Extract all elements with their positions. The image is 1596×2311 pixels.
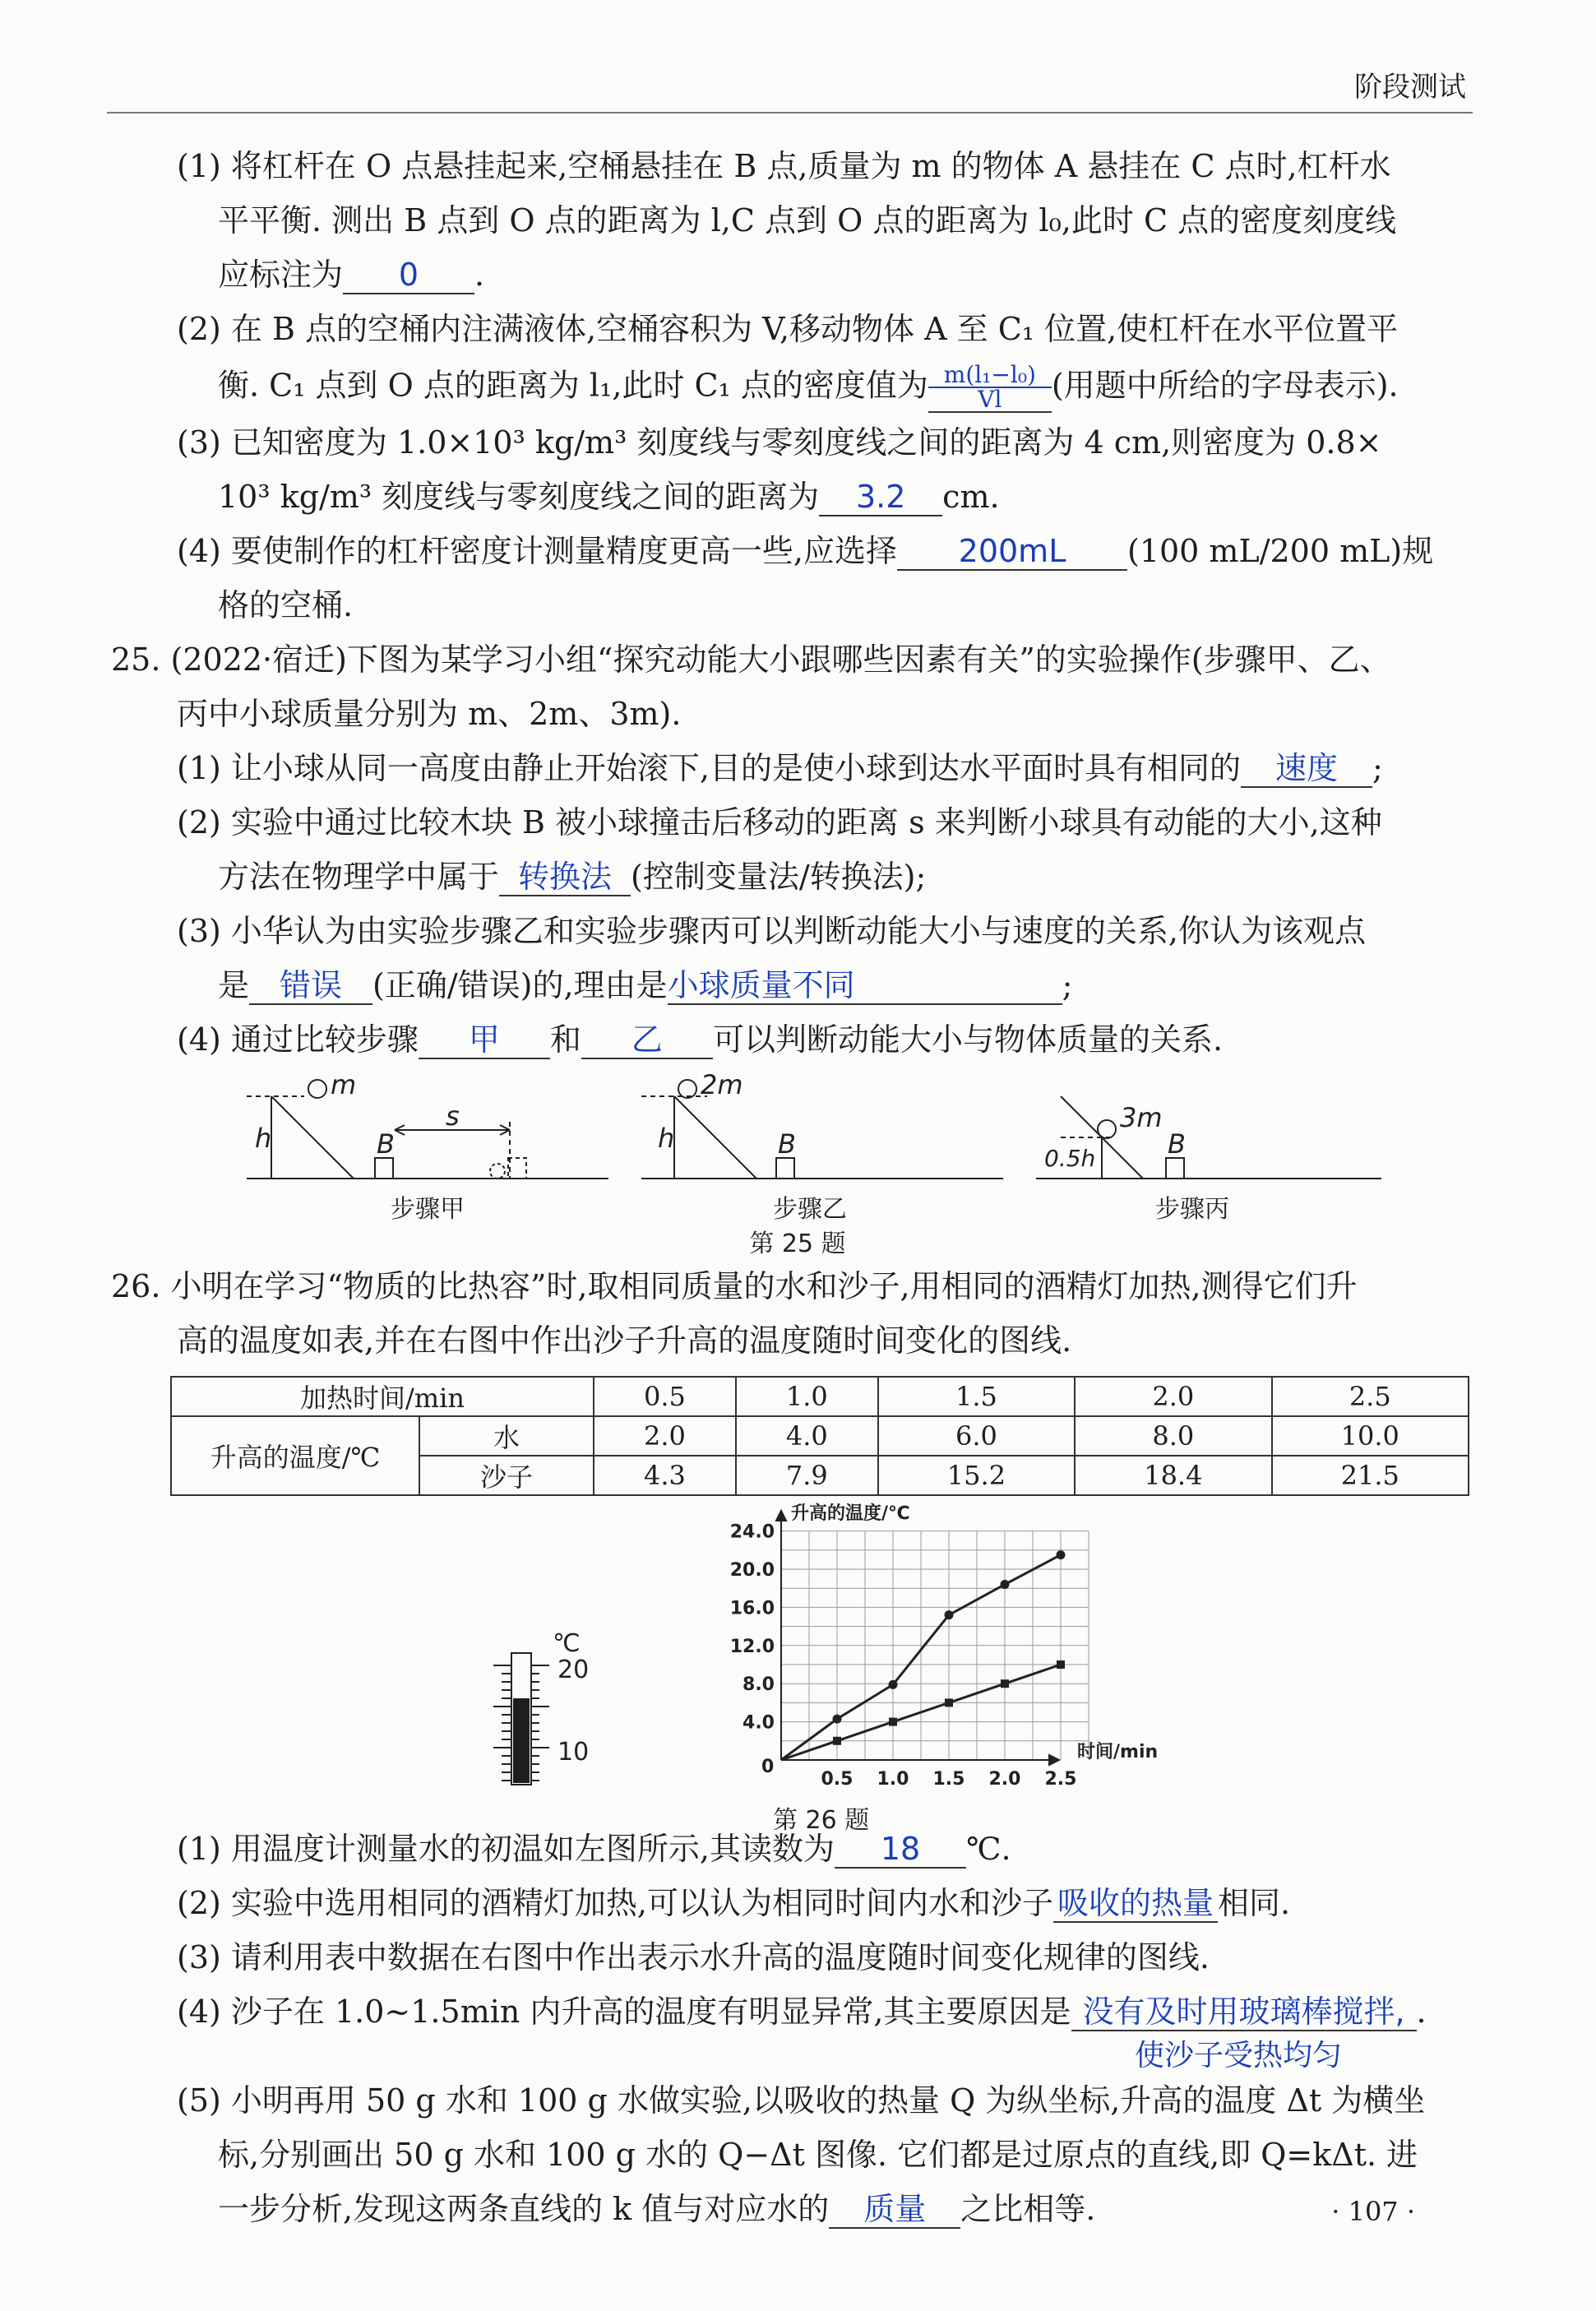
table-cell: 6.0	[878, 1416, 1075, 1456]
q26-stem-line1: 26. 小明在学习“物质的比热容”时,取相同质量的水和沙子,用相同的酒精灯加热,测得它们升	[111, 1268, 1358, 1304]
q24-part1-line2: 平平衡. 测出 B 点到 O 点的距离为 l,C 点到 O 点的距离为 l₀,此时 C 点的密度刻度线	[218, 202, 1397, 239]
table-cell: 2.0	[594, 1416, 736, 1456]
step2-caption: 步骤乙	[773, 1195, 847, 1224]
step1-caption: 步骤甲	[391, 1195, 465, 1224]
y-axis-arrow	[776, 1511, 786, 1521]
q25-part3-line1: (3) 小华认为由实验步骤乙和实验步骤丙可以判断动能大小与速度的关系,你认为该观点	[177, 913, 1366, 949]
q26-part4-answer-continued: 使沙子受热均匀	[1135, 2039, 1343, 2072]
step2-block-label: B	[778, 1128, 796, 1160]
x-tick-label: 2.0	[988, 1769, 1021, 1790]
data-point	[1057, 1550, 1066, 1559]
step3-height-label: 0.5h	[1044, 1145, 1096, 1172]
step3-block-label: B	[1168, 1128, 1186, 1160]
y-tick-label: 8.0	[742, 1674, 775, 1696]
table-cell: 0.5	[594, 1377, 736, 1416]
table-cell: 18.4	[1075, 1456, 1271, 1495]
q25-part2-line1: (2) 实验中通过比较木块 B 被小球撞击后移动的距离 s 来判断小球具有动能的大小,这种	[177, 804, 1382, 841]
q24-part3-line1: (3) 已知密度为 1.0×10³ kg/m³ 刻度线与零刻度线之间的距离为 4 cm,则密度为 0.8×	[177, 424, 1382, 461]
q25-figure	[230, 1069, 1381, 1258]
q25-part3-answer2: 小球质量不同	[668, 967, 1062, 1005]
step2-block-b	[776, 1158, 794, 1179]
data-point	[945, 1610, 954, 1619]
header-rule	[107, 112, 1473, 113]
sand-label: 沙子	[419, 1456, 594, 1495]
q24-part1-line1: (1) 将杠杆在 O 点悬挂起来,空桶悬挂在 B 点,质量为 m 的物体 A 悬挂在 C 点时,杠杆水	[177, 148, 1391, 184]
q24-part4-line2: 格的空桶.	[218, 587, 354, 623]
q25-stem-line1: 25. (2022·宿迁)下图为某学习小组“探究动能大小跟哪些因素有关”的实验操作(步骤甲、乙、	[111, 641, 1391, 678]
water-label: 水	[419, 1416, 594, 1456]
y-tick-label: 20.0	[729, 1560, 775, 1581]
x-tick-label: 1.5	[932, 1769, 965, 1790]
q26-part2: (2) 实验中选用相同的酒精灯加热,可以认为相同时间内水和沙子 吸收的热量 相同.	[177, 1885, 1291, 1921]
q26-part2-answer: 吸收的热量	[1053, 1885, 1218, 1923]
table-cell: 21.5	[1272, 1456, 1469, 1495]
step2-height-label: h	[658, 1123, 675, 1154]
q24-part1-line3: 应标注为 0 .	[218, 257, 485, 293]
step1-ramp	[271, 1096, 354, 1179]
q25-part1-answer: 速度	[1241, 750, 1372, 788]
q26-part4: (4) 沙子在 1.0~1.5min 内升高的温度有明显异常,其主要原因是 没有及时用玻璃棒搅拌, .	[177, 1994, 1427, 2030]
thermometer-liquid	[513, 1698, 530, 1783]
thermometer-unit: ℃	[553, 1629, 581, 1658]
q25-part3-answer1: 错误	[249, 967, 372, 1005]
q25-stem-line2: 丙中小球质量分别为 m、2m、3m).	[177, 696, 682, 732]
fraction-numerator: m(l₁−l₀)	[928, 364, 1052, 388]
table-cell: 4.3	[594, 1456, 736, 1495]
data-point	[889, 1718, 897, 1726]
q26-part5-line3: 一步分析,发现这两条直线的 k 值与对应水的 质量 之比相等.	[218, 2191, 1096, 2227]
q24-part4-answer: 200mL	[897, 533, 1127, 571]
x-axis-label: 时间/min	[1077, 1742, 1159, 1762]
q24-part2-answer-fraction	[928, 361, 1052, 413]
section-title: 阶段测试	[1354, 71, 1466, 104]
thermometer	[477, 1628, 608, 1793]
step3-ball	[1098, 1120, 1116, 1138]
q26-data-table	[170, 1376, 1469, 1496]
data-point	[833, 1715, 842, 1724]
q26-part5-answer: 质量	[829, 2191, 960, 2229]
data-point	[1001, 1580, 1010, 1589]
step3-caption: 步骤丙	[1155, 1195, 1229, 1224]
q26-part1: (1) 用温度计测量水的初温如左图所示,其读数为 18 ℃.	[177, 1831, 1011, 1867]
data-point	[889, 1680, 898, 1689]
table-cell: 1.0	[736, 1377, 878, 1416]
origin-label: 0	[761, 1757, 775, 1777]
q26-part5-line1: (5) 小明再用 50 g 水和 100 g 水做实验,以吸收的热量 Q 为纵坐标,升高的温度 Δt 为横坐	[177, 2082, 1426, 2119]
x-axis-arrow	[1049, 1755, 1059, 1765]
table-cell: 15.2	[878, 1456, 1075, 1495]
table-cell: 10.0	[1272, 1416, 1469, 1456]
q25-part4-answer1: 甲	[419, 1021, 550, 1059]
table-cell: 2.0	[1075, 1377, 1271, 1416]
q24-part3-line2: 10³ kg/m³ 刻度线与零刻度线之间的距离为 3.2 cm.	[218, 479, 1000, 515]
q26-part3: (3) 请利用表中数据在右图中作出表示水升高的温度随时间变化规律的图线.	[177, 1939, 1210, 1975]
y-tick-label: 24.0	[729, 1521, 775, 1543]
x-tick-label: 1.0	[877, 1769, 909, 1790]
table-cell: 1.5	[878, 1377, 1075, 1416]
q25-part3-line2: 是 错误 (正确/错误)的,理由是小球质量不同 ;	[218, 967, 1073, 1003]
table-row	[171, 1377, 1469, 1416]
step2-ball	[678, 1080, 696, 1098]
data-point	[833, 1737, 841, 1745]
q26-part1-answer: 18	[835, 1831, 966, 1869]
q25-part4: (4) 通过比较步骤 甲 和 乙 可以判断动能大小与物体质量的关系.	[177, 1021, 1224, 1058]
step1-block-b	[375, 1158, 393, 1179]
step1-height-label: h	[255, 1123, 272, 1154]
q25-part1: (1) 让小球从同一高度由静止开始滚下,目的是使小球到达水平面时具有相同的 速度 ;	[177, 750, 1383, 786]
q26-stem-line2: 高的温度如表,并在右图中作出沙子升高的温度随时间变化的图线.	[177, 1322, 1072, 1359]
y-tick-label: 4.0	[742, 1712, 775, 1734]
table-row	[171, 1416, 1469, 1456]
q25-part4-answer2: 乙	[581, 1021, 713, 1059]
data-point	[945, 1698, 953, 1707]
q24-part2-line1: (2) 在 B 点的空桶内注满液体,空桶容积为 V,移动物体 A 至 C₁ 位置,使杠杆在水平位置平	[177, 311, 1399, 347]
fraction-denominator: Vl	[978, 386, 1002, 413]
q24-part2-line2: 衡. C₁ 点到 O 点的距离为 l₁,此时 C₁ 点的密度值为 $\frac{\text{m(l₁−l₀)}}{Vl}$ (用题中所给的字母表示).	[218, 361, 1399, 413]
step1-distance-label: s	[446, 1100, 460, 1132]
table-cell: 2.5	[1272, 1377, 1469, 1416]
table-cell: 7.9	[736, 1456, 878, 1495]
table-cell: 4.0	[736, 1416, 878, 1456]
data-point	[1001, 1679, 1009, 1688]
q24-part1-answer: 0	[343, 257, 474, 294]
q25-figure-caption: 第 25 题	[749, 1230, 846, 1258]
x-tick-label: 2.5	[1044, 1769, 1077, 1790]
step1-ball	[308, 1080, 326, 1098]
time-header: 加热时间/min	[171, 1377, 594, 1416]
q25-part2-answer: 转换法	[499, 859, 631, 896]
step1-ball-label: m	[331, 1069, 357, 1100]
step2-ramp	[674, 1096, 756, 1179]
step3-ball-label: 3m	[1120, 1102, 1163, 1133]
q26-part5-line2: 标,分别画出 50 g 水和 100 g 水的 Q−Δt 图像. 它们都是过原点的直线,即 Q=kΔt. 进	[218, 2137, 1418, 2173]
y-tick-label: 12.0	[729, 1636, 775, 1657]
y-tick-label: 16.0	[729, 1598, 775, 1619]
step1-block-label: B	[377, 1128, 395, 1160]
temp-header: 升高的温度/℃	[171, 1416, 419, 1495]
q26-temperature-chart	[715, 1501, 1176, 1846]
thermometer-label-10: 10	[557, 1738, 590, 1767]
q26-part4-answer: 没有及时用玻璃棒搅拌,	[1071, 1994, 1417, 2031]
q24-part4-line1: (4) 要使制作的杠杆密度计测量精度更高一些,应选择 200mL (100 mL/200 mL)规	[177, 533, 1434, 569]
q24-part3-answer: 3.2	[819, 479, 942, 516]
step2-ball-label: 2m	[701, 1069, 743, 1100]
q25-part2-line2: 方法在物理学中属于 转换法 (控制变量法/转换法);	[218, 859, 927, 895]
table-cell: 8.0	[1075, 1416, 1271, 1456]
y-axis-label: 升高的温度/℃	[791, 1503, 910, 1524]
thermometer-label-20: 20	[557, 1656, 590, 1684]
x-tick-label: 0.5	[821, 1769, 854, 1790]
q26-figure-caption: 第 26 题	[773, 1806, 870, 1835]
data-point	[1057, 1660, 1065, 1669]
page-number: · 107 ·	[1331, 2196, 1415, 2227]
step3-block-b	[1166, 1158, 1184, 1179]
